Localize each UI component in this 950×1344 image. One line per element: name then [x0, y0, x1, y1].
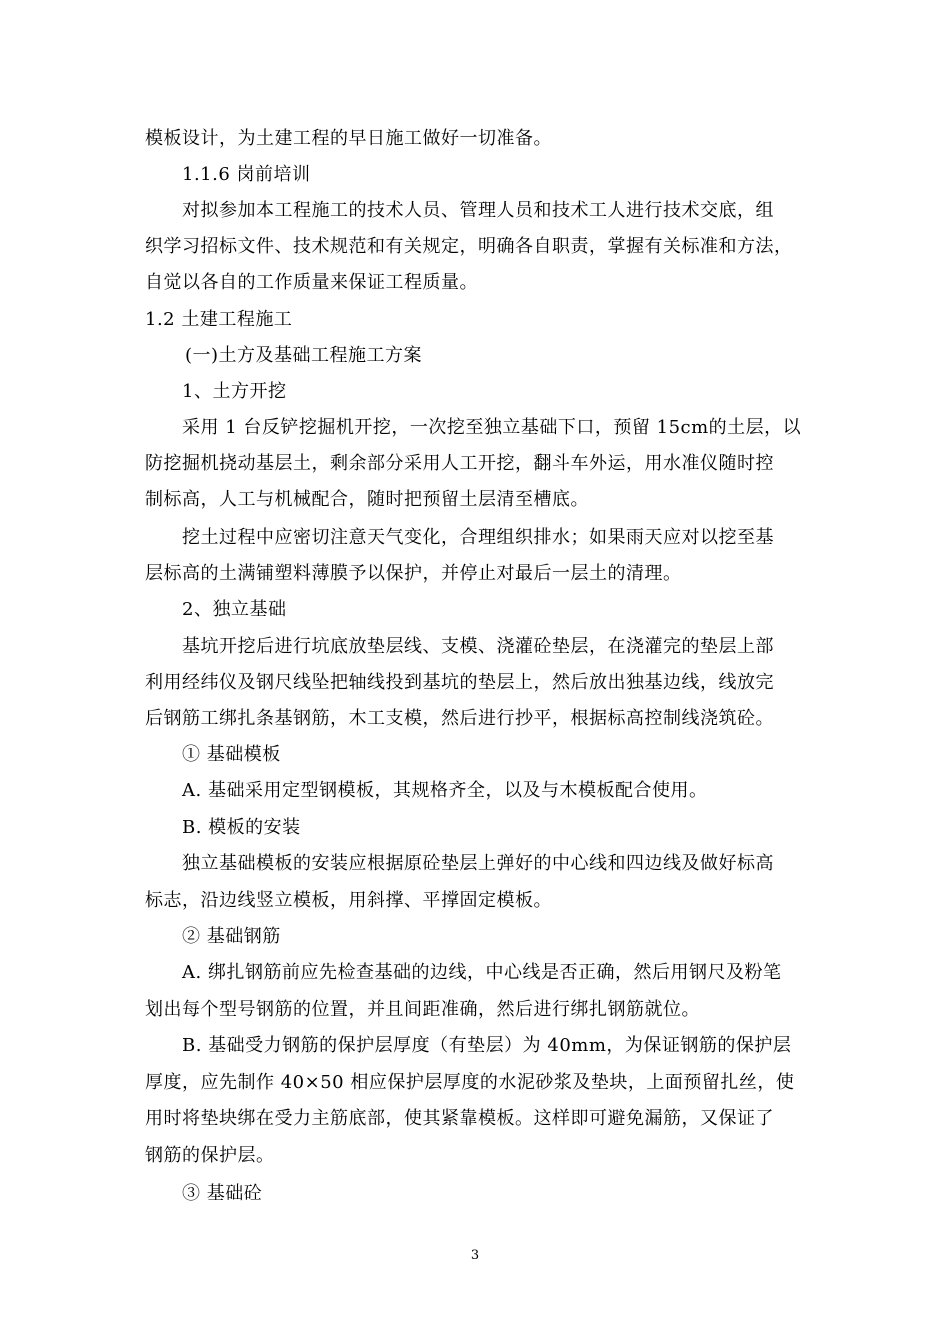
paragraph-line: 织学习招标文件、技术规范和有关规定，明确各自职责，掌握有关标准和方法，	[145, 236, 793, 257]
paragraph-line: 标志，沿边线竖立模板，用斜撑、平撑固定模板。	[145, 890, 552, 911]
paragraph-line: 后钢筋工绑扎条基钢筋，木工支模，然后进行抄平，根据标高控制线浇筑砼。	[145, 708, 774, 729]
item-heading: 2、独立基础	[182, 599, 287, 620]
page-number: 3	[470, 1248, 480, 1263]
paragraph-line: B. 基础受力钢筋的保护层厚度（有垫层）为 40mm，为保证钢筋的保护层	[182, 1035, 792, 1056]
paragraph-line: 厚度，应先制作 40×50 相应保护层厚度的水泥砂浆及垫块，上面预留扎丝，使	[145, 1072, 795, 1093]
paragraph-line: 划出每个型号钢筋的位置，并且间距准确，然后进行绑扎钢筋就位。	[145, 999, 700, 1020]
item-heading: ① 基础模板	[182, 744, 281, 765]
paragraph-line: 基坑开挖后进行坑底放垫层线、支模、浇灌砼垫层，在浇灌完的垫层上部	[182, 636, 774, 657]
item-heading: ② 基础钢筋	[182, 926, 281, 947]
paragraph-line: 钢筋的保护层。	[145, 1145, 275, 1166]
paragraph-line: 采用 1 台反铲挖掘机开挖，一次挖至独立基础下口，预留 15cm的土层，以	[182, 417, 802, 438]
paragraph-line: 挖土过程中应密切注意天气变化，合理组织排水；如果雨天应对以挖至基	[182, 527, 774, 548]
paragraph-line: 模板设计，为土建工程的早日施工做好一切准备。	[145, 128, 552, 149]
paragraph-line: 用时将垫块绑在受力主筋底部，使其紧靠模板。这样即可避免漏筋，又保证了	[145, 1108, 774, 1129]
paragraph-line: 制标高，人工与机械配合，随时把预留土层清至槽底。	[145, 489, 589, 510]
paragraph-line: 层标高的土满铺塑料薄膜予以保护，并停止对最后一层土的清理。	[145, 563, 682, 584]
paragraph-line: A. 绑扎钢筋前应先检查基础的边线，中心线是否正确，然后用钢尺及粉笔	[182, 962, 782, 983]
subsection-heading: (一)土方及基础工程施工方案	[185, 345, 423, 366]
paragraph-line: 自觉以各自的工作质量来保证工程质量。	[145, 272, 478, 293]
paragraph-line: 对拟参加本工程施工的技术人员、管理人员和技术工人进行技术交底，组	[182, 200, 774, 221]
paragraph-line: 独立基础模板的安装应根据原砼垫层上弹好的中心线和四边线及做好标高	[182, 853, 774, 874]
paragraph-line: 利用经纬仪及钢尺线坠把轴线投到基坑的垫层上，然后放出独基边线，线放完	[145, 672, 774, 693]
item-heading: 1、土方开挖	[182, 381, 287, 402]
paragraph-line: A. 基础采用定型钢模板，其规格齐全，以及与木模板配合使用。	[182, 780, 708, 801]
paragraph-line: 防挖掘机挠动基层土，剩余部分采用人工开挖，翻斗车外运，用水准仪随时控	[145, 453, 774, 474]
item-heading: ③ 基础砼	[182, 1183, 263, 1204]
item-heading: B. 模板的安装	[182, 817, 301, 838]
section-heading: 1.2 土建工程施工	[145, 309, 293, 330]
section-heading: 1.1.6 岗前培训	[182, 164, 311, 185]
